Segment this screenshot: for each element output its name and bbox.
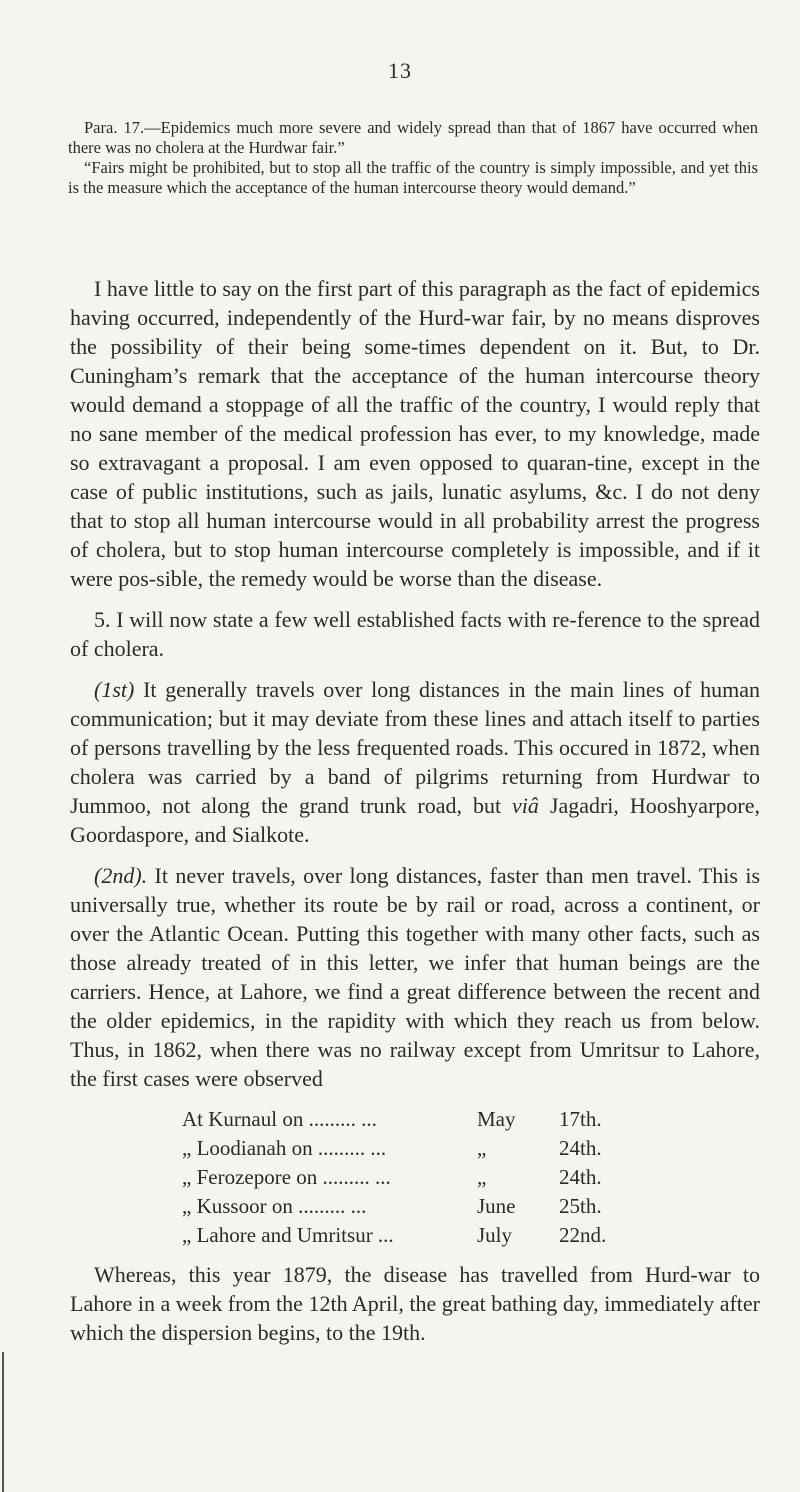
table-month: July <box>477 1223 513 1247</box>
table-month: June <box>477 1194 516 1218</box>
second-fact-marker: (2nd). <box>94 863 148 888</box>
table-place: „ Ferozepore on ......... ... <box>182 1165 391 1189</box>
paragraph-second-fact <box>70 861 760 1093</box>
table-day: 22nd. <box>559 1223 607 1247</box>
table-place: „ Kussoor on ......... ... <box>182 1194 367 1218</box>
table-day: 17th. <box>559 1107 602 1131</box>
quote-line-2: “Fairs might be prohibited, but to stop all the traffic of the country is simply impossible, and yet this is the measure which the acceptance of the human intercourse theory would demand.” <box>68 158 758 197</box>
table-day: 24th. <box>559 1136 602 1160</box>
first-fact-via: viâ <box>512 793 539 818</box>
binding-edge-line <box>2 1352 4 1492</box>
cases-table <box>182 1105 702 1250</box>
table-row <box>182 1105 702 1134</box>
page-number: 13 <box>388 58 412 83</box>
table-month: „ <box>477 1136 487 1160</box>
table-row <box>182 1134 702 1163</box>
first-fact-marker: (1st) <box>94 677 135 702</box>
paragraph-first-fact <box>70 675 760 849</box>
quote-line-1: Para. 17.—Epidemics much more severe and widely spread than that of 1867 have occurred when there was no cholera at the Hurdwar fair.” <box>68 118 758 157</box>
quoted-passage <box>68 118 758 198</box>
table-month: May <box>477 1107 516 1131</box>
table-month: „ <box>477 1165 487 1189</box>
first-fact-text-b: Jagadri, Hooshyarpore, Goordaspore, and Sialkote. <box>70 793 760 847</box>
table-row <box>182 1163 702 1192</box>
second-fact-text: It never travels, over long distances, faster than men travel. This is universally true, whether its route be by rail or road, across a continent, or over the Atlantic Ocean. Putting this together with many other facts, such as those already treated of in this letter, we infer that human beings are the carriers. Hence, at Lahore, we find a great difference between the recent and the older epidemics, in the rapidity with which they reach us from below. Thus, in 1862, when there was no railway except from Umritsur to Lahore, the first cases were observed <box>70 863 760 1091</box>
first-fact-text-a: It generally travels over long distances in the main lines of human communication; but it may deviate from these lines and attach itself to parties of persons travelling by the less frequented roads. This occured in 1872, when cholera was carried by a band of pilgrims returning from Hurdwar to Jummoo, not along the grand trunk road, but <box>70 677 760 818</box>
table-place: „ Loodianah on ......... ... <box>182 1136 387 1160</box>
body-text <box>70 274 760 1359</box>
table-place: At Kurnaul on ......... ... <box>182 1107 377 1131</box>
table-day: 25th. <box>559 1194 602 1218</box>
paragraph-reply: I have little to say on the first part of this paragraph as the fact of epidemics having occurred, independently of the Hurd-war fair, by no means disproves the possibility of their being some-times dependent on it. But, to Dr. Cuningham’s remark that the acceptance of the human intercourse theory would demand a stoppage of all the traffic of the country, I would reply that no sane member of the medical profession has ever, to my knowledge, made so extravagant a proposal. I am even opposed to quaran-tine, except in the case of public institutions, such as jails, lunatic asylums, &c. I do not deny that to stop all human intercourse would in all probability arrest the progress of cholera, but to stop human intercourse completely is impossible, and if it were pos-sible, the remedy would be worse than the disease. <box>70 276 760 591</box>
table-place: „ Lahore and Umritsur ... <box>182 1223 394 1247</box>
table-day: 24th. <box>559 1165 602 1189</box>
paragraph-whereas: Whereas, this year 1879, the disease has travelled from Hurd-war to Lahore in a week from the 12th April, the great bathing day, immediately after which the dispersion begins, to the 19th. <box>70 1262 760 1345</box>
table-row <box>182 1221 702 1250</box>
table-row <box>182 1192 702 1221</box>
paragraph-facts-intro: 5. I will now state a few well established facts with re-ference to the spread of cholera. <box>70 607 760 661</box>
